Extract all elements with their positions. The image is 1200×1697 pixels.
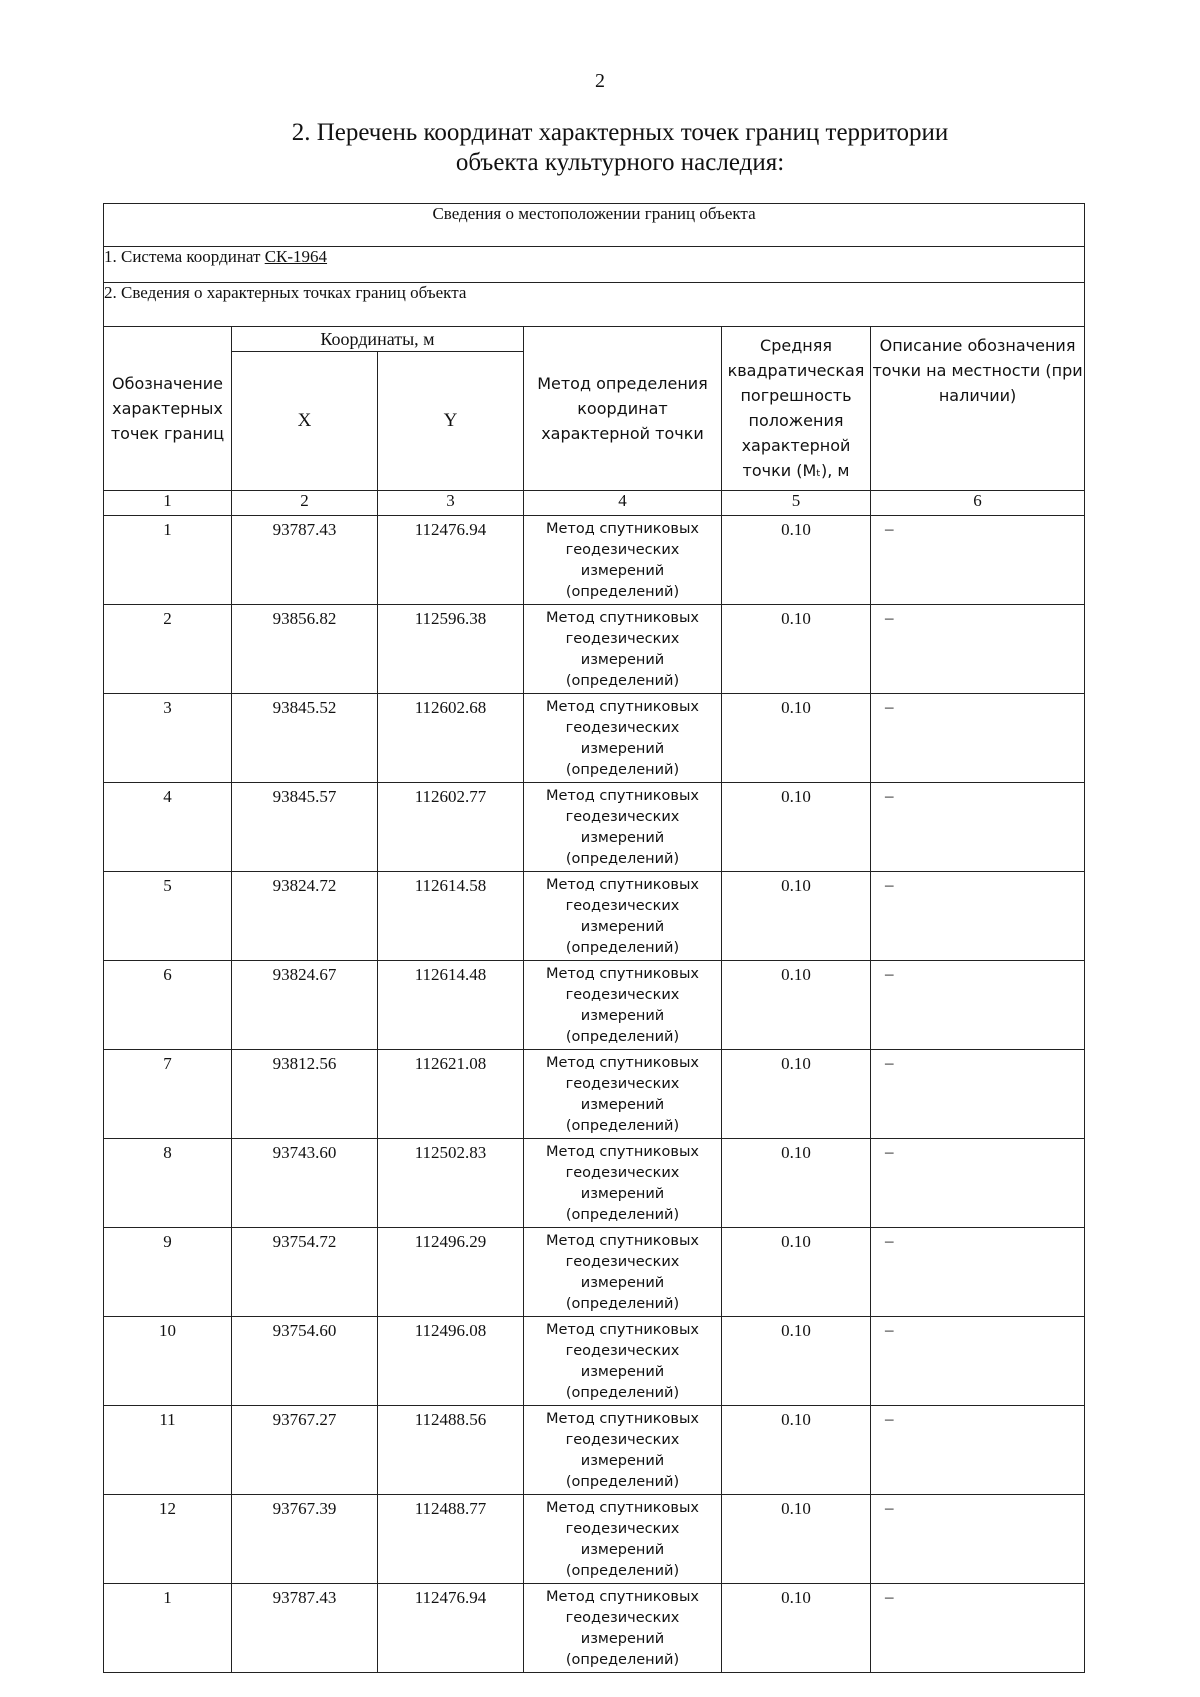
method-line: Метод спутниковых <box>546 521 699 537</box>
table-row <box>104 516 1085 605</box>
coord-x: 93787.43 <box>232 516 378 605</box>
point-number: 5 <box>104 872 232 961</box>
coordinate-system-label: 1. Система координат <box>104 247 265 266</box>
col-header-designation: Обозначение характерных точек границ <box>104 327 232 491</box>
point-description: – <box>871 961 1085 1050</box>
point-description: – <box>871 783 1085 872</box>
method-line: измерений <box>580 652 665 668</box>
point-number: 3 <box>104 694 232 783</box>
method-line: Метод спутниковых <box>546 1055 699 1071</box>
coord-x: 93767.39 <box>232 1495 378 1584</box>
method-line: измерений <box>580 1364 665 1380</box>
coord-x: 93754.60 <box>232 1317 378 1406</box>
method-cell <box>524 783 722 872</box>
method-line: измерений <box>580 1631 665 1647</box>
point-description: – <box>871 1139 1085 1228</box>
coordinates-table <box>103 203 1085 1673</box>
col-number: 6 <box>871 491 1085 516</box>
error-value: 0.10 <box>722 1228 871 1317</box>
method-cell <box>524 1495 722 1584</box>
method-line: измерений <box>580 1186 665 1202</box>
point-number: 1 <box>104 516 232 605</box>
method-line: геодезических <box>565 1076 680 1092</box>
coord-x: 93787.43 <box>232 1584 378 1673</box>
method-line: геодезических <box>565 542 680 558</box>
point-description: – <box>871 1406 1085 1495</box>
coord-y: 112488.77 <box>378 1495 524 1584</box>
coord-x: 93856.82 <box>232 605 378 694</box>
method-cell <box>524 1317 722 1406</box>
method-cell <box>524 1050 722 1139</box>
point-number: 6 <box>104 961 232 1050</box>
method-cell <box>524 872 722 961</box>
method-line: Метод спутниковых <box>546 966 699 982</box>
method-line: Метод спутниковых <box>546 610 699 626</box>
error-value: 0.10 <box>722 961 871 1050</box>
coord-x: 93767.27 <box>232 1406 378 1495</box>
method-line: (определений) <box>565 940 680 956</box>
error-value: 0.10 <box>722 516 871 605</box>
method-line: (определений) <box>565 673 680 689</box>
point-description: – <box>871 872 1085 961</box>
page-number: 2 <box>595 70 605 92</box>
method-line: Метод спутниковых <box>546 1589 699 1605</box>
point-description: – <box>871 1050 1085 1139</box>
point-number: 9 <box>104 1228 232 1317</box>
table-row <box>104 783 1085 872</box>
coord-y: 112602.77 <box>378 783 524 872</box>
coord-x: 93824.67 <box>232 961 378 1050</box>
method-line: геодезических <box>565 1610 680 1626</box>
coord-y: 112621.08 <box>378 1050 524 1139</box>
error-value: 0.10 <box>722 1317 871 1406</box>
col-header-description: Описание обозначения точки на местности (при наличии) <box>871 327 1085 491</box>
col-header-coordinates: Координаты, м <box>232 327 524 352</box>
method-line: (определений) <box>565 1385 680 1401</box>
coord-y: 112496.08 <box>378 1317 524 1406</box>
method-line: геодезических <box>565 1254 680 1270</box>
col-header-y: Y <box>378 352 524 491</box>
method-line: измерений <box>580 919 665 935</box>
method-line: геодезических <box>565 1432 680 1448</box>
point-number: 8 <box>104 1139 232 1228</box>
point-number: 7 <box>104 1050 232 1139</box>
method-line: Метод спутниковых <box>546 699 699 715</box>
coord-y: 112476.94 <box>378 1584 524 1673</box>
title-line-1: 2. Перечень координат характерных точек границ территории <box>291 119 949 146</box>
document-title <box>200 118 1040 178</box>
point-number: 4 <box>104 783 232 872</box>
col-header-method: Метод определения координат характерной точки <box>524 327 722 491</box>
method-line: измерений <box>580 830 665 846</box>
method-line: (определений) <box>565 584 680 600</box>
table-row <box>104 1495 1085 1584</box>
method-line: геодезических <box>565 809 680 825</box>
method-cell <box>524 961 722 1050</box>
coord-x: 93754.72 <box>232 1228 378 1317</box>
method-cell <box>524 605 722 694</box>
point-description: – <box>871 1584 1085 1673</box>
method-line: геодезических <box>565 898 680 914</box>
method-line: (определений) <box>565 1652 680 1668</box>
error-value: 0.10 <box>722 783 871 872</box>
error-value: 0.10 <box>722 1584 871 1673</box>
method-cell <box>524 694 722 783</box>
point-number: 1 <box>104 1584 232 1673</box>
coord-y: 112602.68 <box>378 694 524 783</box>
point-description: – <box>871 1495 1085 1584</box>
coord-y: 112502.83 <box>378 1139 524 1228</box>
method-line: Метод спутниковых <box>546 1144 699 1160</box>
method-line: измерений <box>580 1453 665 1469</box>
point-description: – <box>871 694 1085 783</box>
col-number: 4 <box>524 491 722 516</box>
method-line: измерений <box>580 1097 665 1113</box>
table-row <box>104 1228 1085 1317</box>
table-row <box>104 605 1085 694</box>
point-number: 12 <box>104 1495 232 1584</box>
location-info-header: Сведения о местоположении границ объекта <box>104 204 1085 247</box>
method-line: Метод спутниковых <box>546 788 699 804</box>
method-line: Метод спутниковых <box>546 1233 699 1249</box>
table-row <box>104 1584 1085 1673</box>
col-number: 5 <box>722 491 871 516</box>
method-line: Метод спутниковых <box>546 1500 699 1516</box>
method-line: геодезических <box>565 987 680 1003</box>
method-line: (определений) <box>565 1029 680 1045</box>
method-line: (определений) <box>565 1563 680 1579</box>
method-line: (определений) <box>565 762 680 778</box>
col-number: 3 <box>378 491 524 516</box>
method-cell <box>524 1584 722 1673</box>
table-row <box>104 694 1085 783</box>
col-number: 1 <box>104 491 232 516</box>
coord-y: 112596.38 <box>378 605 524 694</box>
coord-x: 93743.60 <box>232 1139 378 1228</box>
method-line: (определений) <box>565 1207 680 1223</box>
coordinate-system-value: СК-1964 <box>264 247 328 266</box>
method-line: (определений) <box>565 1474 680 1490</box>
table-row <box>104 872 1085 961</box>
method-line: (определений) <box>565 1296 680 1312</box>
method-line: измерений <box>580 1275 665 1291</box>
method-line: измерений <box>580 1542 665 1558</box>
method-line: измерений <box>580 563 665 579</box>
method-cell <box>524 1406 722 1495</box>
coordinate-system-row <box>104 247 1085 283</box>
method-line: геодезических <box>565 1165 680 1181</box>
error-value: 0.10 <box>722 1495 871 1584</box>
point-description: – <box>871 605 1085 694</box>
coord-y: 112476.94 <box>378 516 524 605</box>
coord-x: 93845.57 <box>232 783 378 872</box>
characteristic-points-header: 2. Сведения о характерных точках границ объекта <box>104 283 1085 327</box>
table-row <box>104 961 1085 1050</box>
point-number: 11 <box>104 1406 232 1495</box>
method-cell <box>524 1139 722 1228</box>
coord-x: 93812.56 <box>232 1050 378 1139</box>
coord-y: 112614.48 <box>378 961 524 1050</box>
method-line: геодезических <box>565 631 680 647</box>
error-value: 0.10 <box>722 1139 871 1228</box>
method-line: Метод спутниковых <box>546 1322 699 1338</box>
method-line: измерений <box>580 1008 665 1024</box>
method-line: измерений <box>580 741 665 757</box>
method-cell <box>524 1228 722 1317</box>
point-number: 10 <box>104 1317 232 1406</box>
error-value: 0.10 <box>722 872 871 961</box>
method-line: геодезических <box>565 720 680 736</box>
col-header-x: X <box>232 352 378 491</box>
table-row <box>104 1050 1085 1139</box>
point-description: – <box>871 516 1085 605</box>
error-value: 0.10 <box>722 1406 871 1495</box>
coord-x: 93824.72 <box>232 872 378 961</box>
method-line: геодезических <box>565 1343 680 1359</box>
method-line: (определений) <box>565 851 680 867</box>
method-cell <box>524 516 722 605</box>
error-value: 0.10 <box>722 694 871 783</box>
coord-y: 112488.56 <box>378 1406 524 1495</box>
method-line: Метод спутниковых <box>546 1411 699 1427</box>
title-line-2: объекта культурного наследия: <box>455 149 785 176</box>
col-number: 2 <box>232 491 378 516</box>
method-line: геодезических <box>565 1521 680 1537</box>
error-value: 0.10 <box>722 1050 871 1139</box>
method-line: Метод спутниковых <box>546 877 699 893</box>
table-row <box>104 1406 1085 1495</box>
table-row <box>104 1139 1085 1228</box>
coord-y: 112614.58 <box>378 872 524 961</box>
coord-x: 93845.52 <box>232 694 378 783</box>
point-description: – <box>871 1317 1085 1406</box>
error-value: 0.10 <box>722 605 871 694</box>
col-header-error: Средняя квадратическая погрешность положения характерной точки (Mₜ), м <box>722 327 871 491</box>
table-row <box>104 1317 1085 1406</box>
coord-y: 112496.29 <box>378 1228 524 1317</box>
point-number: 2 <box>104 605 232 694</box>
method-line: (определений) <box>565 1118 680 1134</box>
point-description: – <box>871 1228 1085 1317</box>
